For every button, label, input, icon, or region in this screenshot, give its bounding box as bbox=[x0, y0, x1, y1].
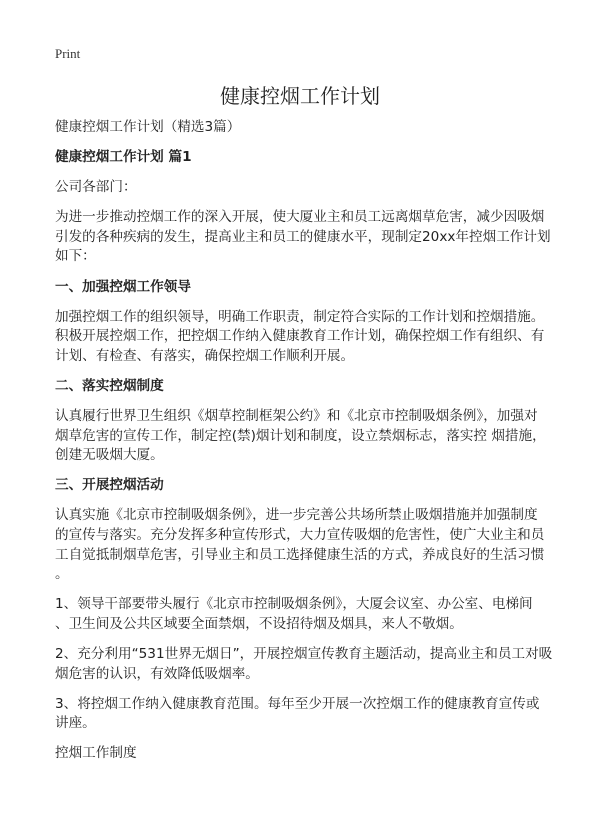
text-line: 引发的各种疾病的发生，提高业主和员工的健康水平，现制定20xx年控烟工作计划 bbox=[55, 228, 551, 245]
text-line: 3、将控烟工作纳入健康教育范围。每年至少开展一次控烟工作的健康教育宣传或 bbox=[55, 695, 540, 712]
text-line: 计划、有检查、有落实，确保控烟工作顺利开展。 bbox=[55, 347, 355, 364]
text-line: 2、充分利用“531世界无烟日”，开展控烟宣传教育主题活动，提高业主和员工对吸 bbox=[55, 645, 553, 662]
text-line: 工自觉抵制烟草危害，引导业主和员工选择健康生活的方式，养成良好的生活习惯 bbox=[55, 546, 545, 563]
text-line: 二、落实控烟制度 bbox=[55, 377, 164, 394]
text-line: 创建无吸烟大厦。 bbox=[55, 447, 164, 464]
text-line: 1、领导干部要带头履行《北京市控制吸烟条例》，大厦会议室、办公室、电梯间 bbox=[55, 596, 533, 613]
paragraph bbox=[55, 595, 575, 634]
print-link[interactable]: Print bbox=[55, 46, 81, 61]
paragraph bbox=[55, 744, 575, 764]
paragraph bbox=[55, 308, 575, 367]
text-line: 公司各部门： bbox=[55, 179, 137, 196]
paragraph bbox=[55, 407, 575, 466]
paragraph bbox=[55, 118, 575, 138]
section-heading bbox=[55, 377, 575, 397]
text-line: 控烟工作制度 bbox=[55, 745, 137, 762]
document-body bbox=[55, 118, 575, 774]
text-line: 。 bbox=[55, 566, 69, 583]
section-heading bbox=[55, 476, 575, 496]
section-heading bbox=[55, 278, 575, 298]
text-line: 为进一步推动控烟工作的深入开展，使大厦业主和员工远离烟草危害，减少因吸烟 bbox=[55, 209, 545, 226]
text-line: 健康控烟工作计划（精选3篇） bbox=[55, 119, 241, 135]
text-line: 加强控烟工作的组织领导，明确工作职责，制定符合实际的工作计划和控烟措施。 bbox=[55, 308, 545, 325]
section-heading bbox=[55, 148, 575, 168]
text-line: 的宣传与落实。充分发挥多种宣传形式，大力宣传吸烟的危害性，使广大业主和员 bbox=[55, 527, 545, 543]
text-line: 讲座。 bbox=[55, 715, 96, 732]
text-line: 烟草危害的宣传工作，制定控(禁)烟计划和制度，设立禁烟标志，落实控 烟措施， bbox=[55, 427, 546, 444]
text-line: 一、加强控烟工作领导 bbox=[55, 278, 191, 295]
text-line: 三、开展控烟活动 bbox=[55, 477, 164, 494]
paragraph bbox=[55, 645, 575, 684]
paragraph bbox=[55, 178, 575, 198]
paragraph bbox=[55, 695, 575, 734]
text-line: 认真实施《北京市控制吸烟条例》，进一步完善公共场所禁止吸烟措施并加强制度 bbox=[55, 507, 538, 524]
text-line: 积极开展控烟工作，把控烟工作纳入健康教育工作计划，确保控烟工作有组织、有 bbox=[55, 328, 545, 345]
text-line: 烟危害的认识，有效降低吸烟率。 bbox=[55, 665, 259, 682]
text-line: 健康控烟工作计划 篇1 bbox=[55, 149, 192, 166]
text-line: 如下： bbox=[55, 248, 96, 265]
paragraph bbox=[55, 208, 575, 267]
text-line: 、卫生间及公共区域要全面禁烟，不设招待烟及烟具，来人不敬烟。 bbox=[55, 615, 463, 632]
text-line: 认真履行世界卫生组织《烟草控制框架公约》和《北京市控制吸烟条例》，加强对 bbox=[55, 408, 538, 425]
paragraph bbox=[55, 506, 575, 584]
document-title: 健康控烟工作计划 bbox=[220, 84, 380, 108]
